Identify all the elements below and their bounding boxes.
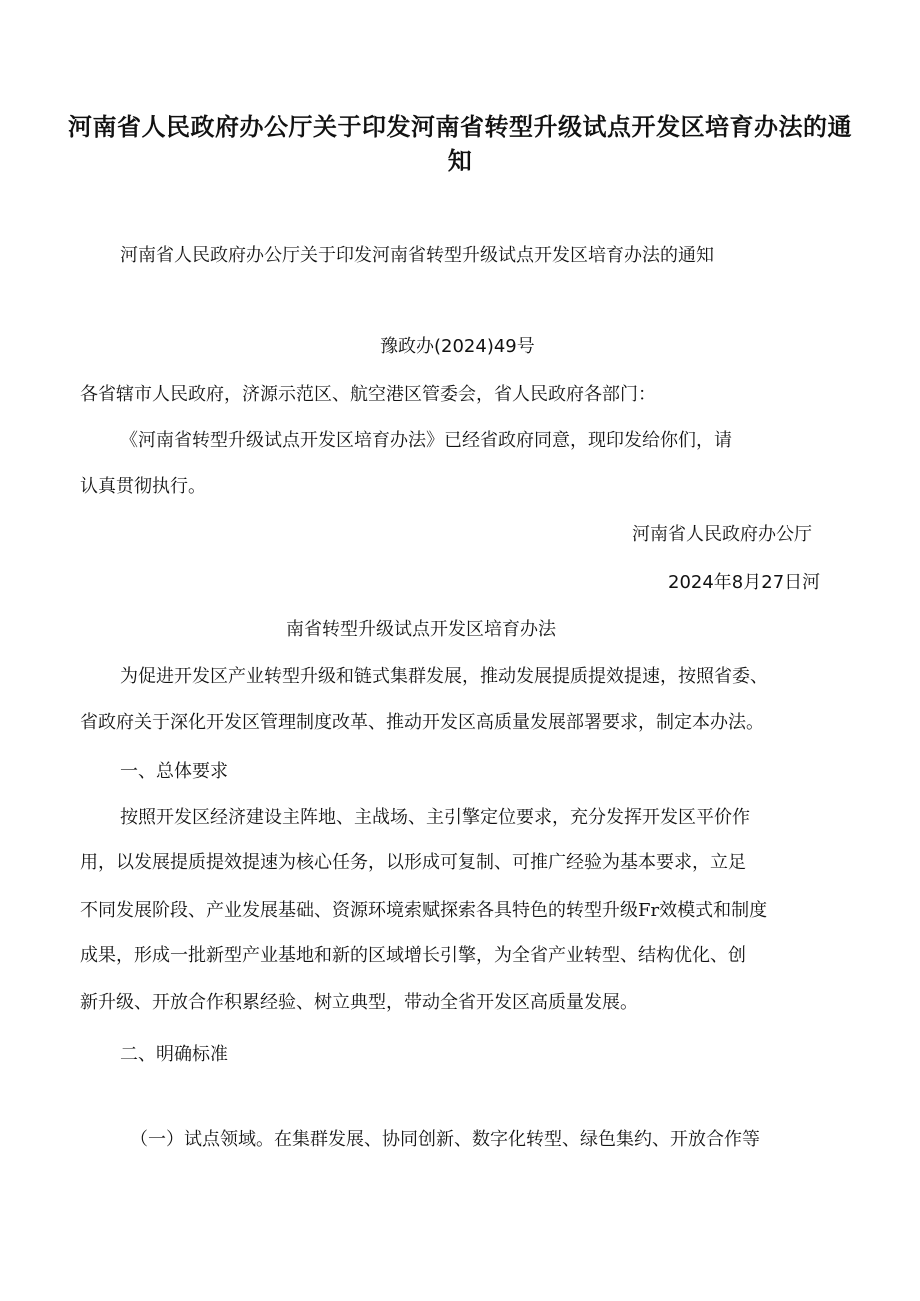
document-number: 豫政办(2024)49号 [380,336,535,357]
section-1-line-5: 新升级、开放合作积累经验、树立典型，带动全省开发区高质量发展。 [80,992,638,1013]
notice-line-2: 认真贯彻执行。 [80,476,206,497]
section-1-heading: 一、总体要求 [120,761,228,782]
notice-line-1: 《河南省转型升级试点开发区培育办法》已经省政府同意，现印发给你们，请 [120,430,732,451]
issue-date: 2024年8月27日河 [668,572,821,593]
measures-title: 南省转型升级试点开发区培育办法 [286,619,556,640]
issuer: 河南省人民政府办公厅 [632,524,812,545]
section-1-line-3: 不同发展阶段、产业发展基础、资源环境索赋探索各具特色的转型升级Fr效模式和制度 [80,900,768,921]
document-title: 河南省人民政府办公厅关于印发河南省转型升级试点开发区培育办法的通知 [68,113,852,175]
document-subtitle: 河南省人民政府办公厅关于印发河南省转型升级试点开发区培育办法的通知 [120,245,714,266]
intro-line-1: 为促进开发区产业转型升级和链式集群发展，推动发展提质提效提速，按照省委、 [120,666,768,687]
section-1-line-2: 用，以发展提质提效提速为核心任务，以形成可复制、可推广经验为基本要求，立足 [80,852,746,873]
section-1-line-4: 成果，形成一批新型产业基地和新的区域增长引擎，为全省产业转型、结构优化、创 [80,945,746,966]
section-1-line-1: 按照开发区经济建设主阵地、主战场、主引擎定位要求，充分发挥开发区平价作 [120,807,750,828]
intro-line-2: 省政府关于深化开发区管理制度改革、推动开发区高质量发展部署要求，制定本办法。 [80,712,764,733]
section-2-heading: 二、明确标准 [120,1044,228,1065]
section-2-item-1: （一）试点领域。在集群发展、协同创新、数字化转型、绿色集约、开放合作等 [130,1129,760,1150]
addressee: 各省辖市人民政府，济源示范区、航空港区管委会，省人民政府各部门： [80,384,656,405]
